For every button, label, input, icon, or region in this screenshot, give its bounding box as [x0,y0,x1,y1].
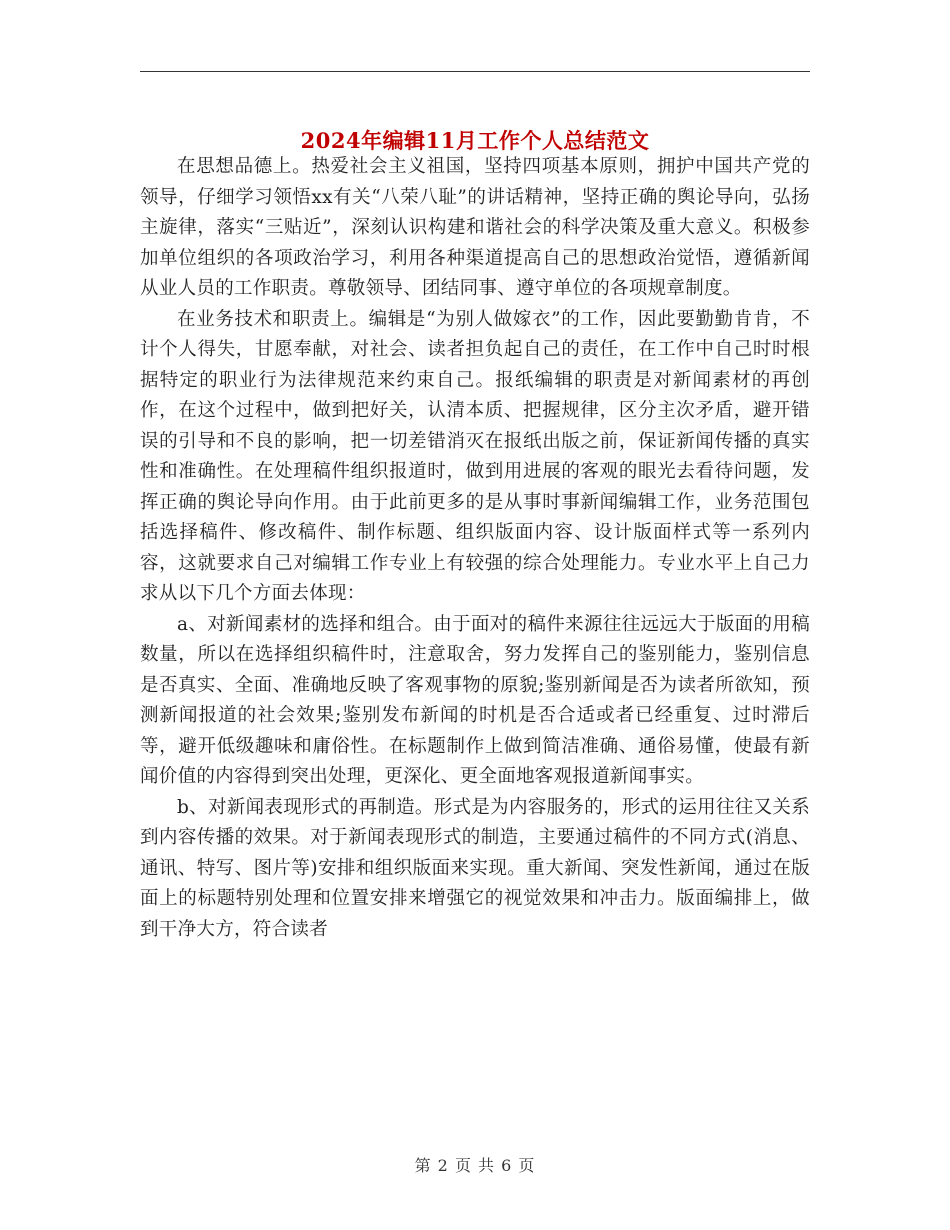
paragraph-duties: 在业务技术和职责上。编辑是“为别人做嫁衣”的工作，因此要勤勤肯肯，不计个人得失，甘愿奉献，对社会、读者担负起自己的责任，在工作中自己时时根据特定的职业行为法律规范来约束自己。报纸编辑的职责是对新闻素材的再创作，在这个过程中，做到把好关，认清本质、把握规律，区分主次矛盾，避开错误的引导和不良的影响，把一切差错消灭在报纸出版之前，保证新闻传播的真实性和准确性。在处理稿件组织报道时，做到用进展的客观的眼光去看待问题，发挥正确的舆论导向作用。由于此前更多的是从事时事新闻编辑工作，业务范围包括选择稿件、修改稿件、制作标题、组织版面内容、设计版面样式等一系列内容，这就要求自己对编辑工作专业上有较强的综合处理能力。专业水平上自己力求从以下几个方面去体现： [140,308,810,604]
paragraph-ideology: 在思想品德上。热爱社会主义祖国，坚持四项基本原则，拥护中国共产党的领导，仔细学习领悟xx有关“八荣八耻”的讲话精神，坚持正确的舆论导向，弘扬主旋律，落实“三贴近”，深刻认识构建和谐社会的科学决策及重大意义。积极参加单位组织的各项政治学习，利用各种渠道提高自己的思想政治觉悟，遵循新闻从业人员的工作职责。尊敬领导、团结同事、遵守单位的各项规章制度。 [140,156,810,299]
paragraph-item-a: a、对新闻素材的选择和组合。由于面对的稿件来源往往远远大于版面的用稿数量，所以在选择组织稿件时，注意取舍，努力发挥自己的鉴别能力，鉴别信息是否真实、全面、准确地反映了客观事物的原貌;鉴别新闻是否为读者所欲知，预测新闻报道的社会效果;鉴别发布新闻的时机是否合适或者已经重复、过时滞后等，避开低级趣味和庸俗性。在标题制作上做到简洁准确、通俗易懂，使最有新闻价值的内容得到突出处理，更深化、更全面地客观报道新闻事实。 [140,613,810,787]
document-title: 2024年编辑11月工作个人总结范文 [300,128,650,154]
paragraph-item-b: b、对新闻表现形式的再制造。形式是为内容服务的，形式的运用往往又关系到内容传播的效果。对于新闻表现形式的制造，主要通过稿件的不同方式(消息、通讯、特写、图片等)安排和组织版面来实现。重大新闻、突发性新闻，通过在版面上的标题特别处理和位置安排来增强它的视觉效果和冲击力。版面编排上，做到干净大方，符合读者 [140,796,810,940]
document-body [140,152,810,945]
header-rule [140,71,810,72]
page-number-footer: 第 2 页 共 6 页 [414,1156,536,1175]
